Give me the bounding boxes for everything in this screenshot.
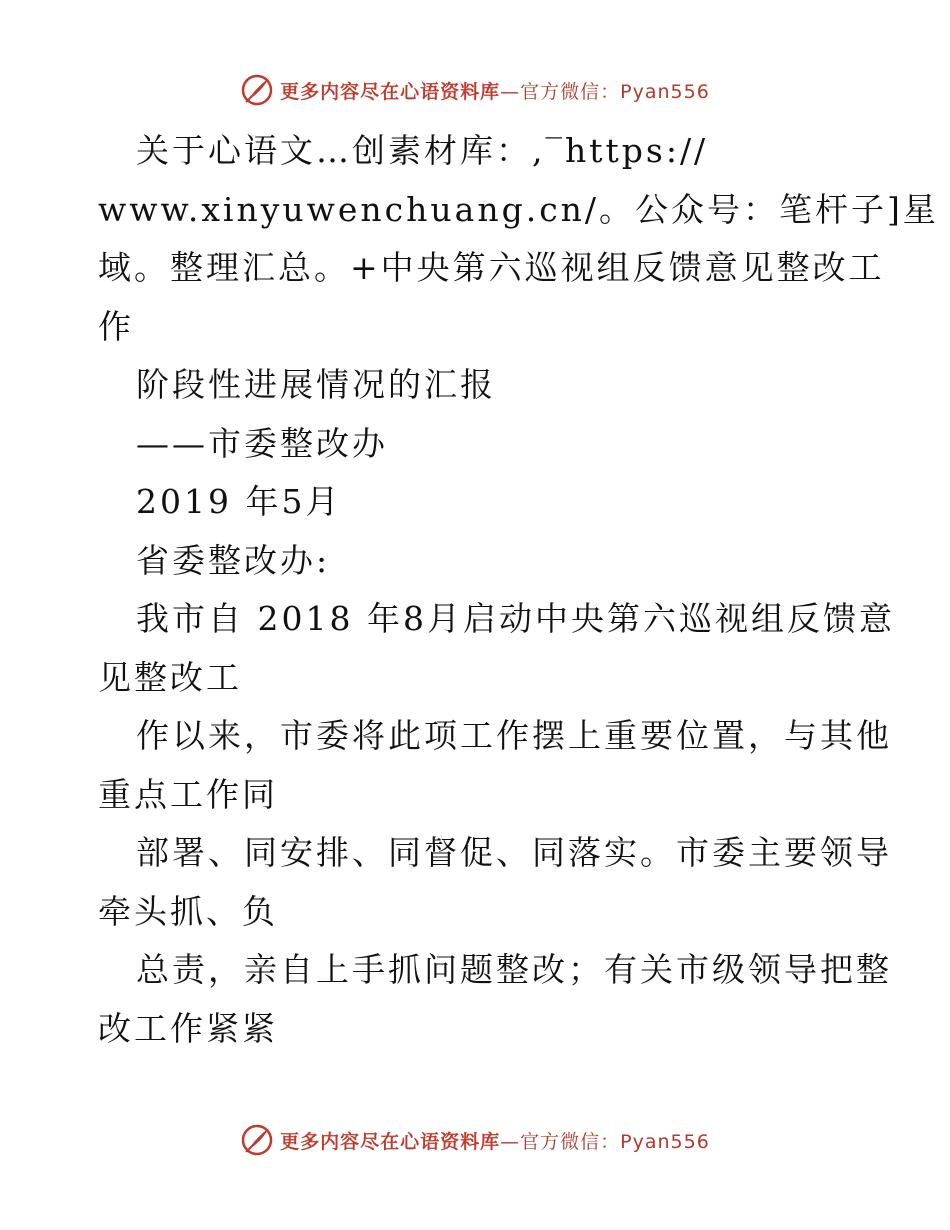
- document-line: 部署、同安排、同督促、同落实。市委主要领导: [136, 833, 892, 872]
- document-salutation: 省委整改办:: [136, 540, 331, 580]
- feather-pen-logo-icon: [240, 1123, 274, 1157]
- document-line: 牵头抓、负: [98, 891, 278, 931]
- document-line: 重点工作同: [98, 774, 278, 814]
- document-line: 作: [98, 306, 134, 346]
- document-line: 改工作紧紧: [98, 1008, 278, 1048]
- document-body: [98, 122, 939, 1058]
- document-line: 关于心语文…创素材库：,‾https://: [136, 131, 709, 170]
- document-line: 总责，亲自上手抓问题整改；有关市级领导把整: [136, 950, 892, 989]
- document-line: 域。整理汇总。+中央第六巡视组反馈意见整改工: [98, 248, 885, 287]
- header-banner-text: 更多内容尽在心语资料库—官方微信：Pyan556: [280, 80, 710, 103]
- document-author: ——市委整改办: [136, 423, 388, 463]
- document-line: 作以来，市委将此项工作摆上重要位置，与其他: [136, 716, 892, 755]
- document-line: 我市自 2018 年8月启动中央第六巡视组反馈意: [136, 599, 895, 638]
- document-title: 阶段性进展情况的汇报: [136, 365, 496, 404]
- footer-banner-text: 更多内容尽在心语资料库—官方微信：Pyan556: [280, 1130, 710, 1153]
- feather-pen-logo-icon: [240, 73, 274, 107]
- document-date: 2019 年5月: [136, 482, 342, 521]
- document-line: 见整改工: [98, 657, 242, 697]
- footer-banner: [0, 1120, 950, 1160]
- document-line: www.xinyuwenchuang.cn/。公众号：笔杆子]星: [98, 189, 939, 229]
- header-banner: [0, 70, 950, 110]
